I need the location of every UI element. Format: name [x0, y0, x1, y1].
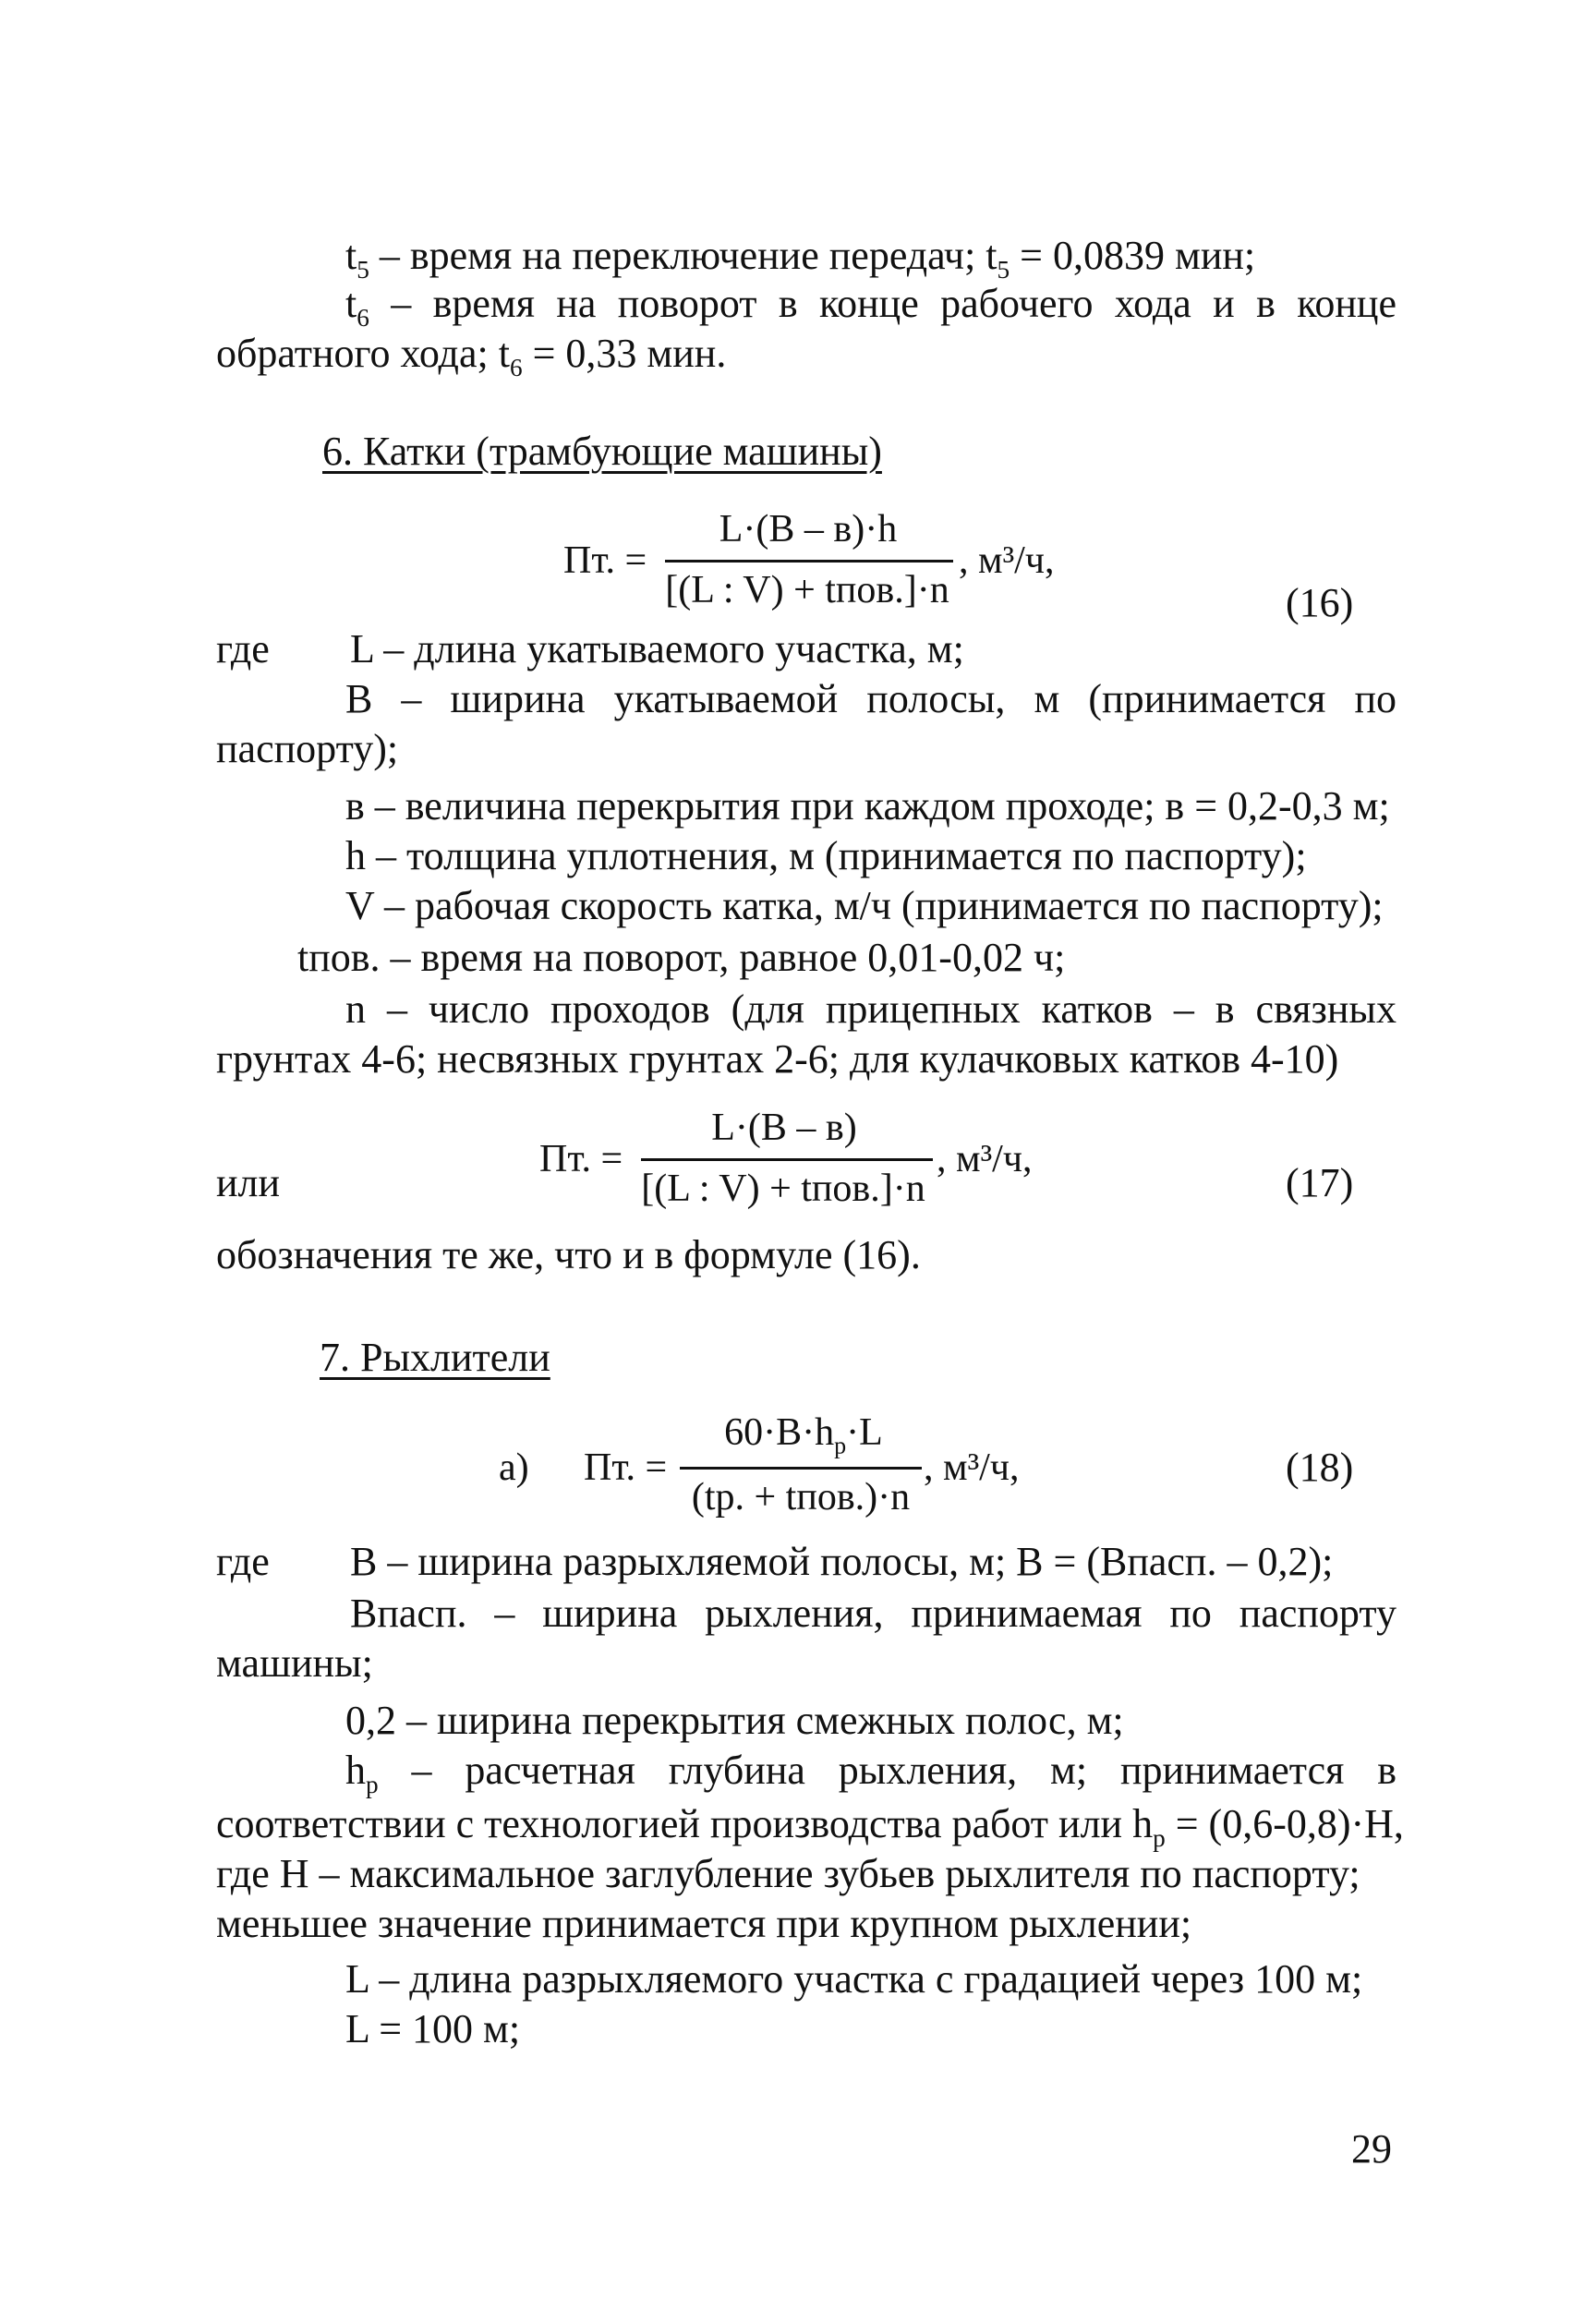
- def-L: L – длина укатываемого участка, м;: [350, 626, 964, 672]
- t5-definition: $t_5$ – время на переключение передач; $t_5 = 0,0839$ мин;: [345, 233, 1256, 284]
- formula-18: [499, 1404, 1071, 1518]
- formula-16-denominator: [(L : V) + tпов.]·n: [665, 569, 949, 611]
- def-B-7: B – ширина разрыхляемой полосы, м; B = (Впасп. – 0,2);: [350, 1539, 1334, 1584]
- formula-18-numerator: $60\cdot B\cdot h_р\cdot L$: [724, 1411, 883, 1459]
- def-overlap: 0,2 – ширина перекрытия смежных полос, м;: [345, 1698, 1124, 1743]
- def-tpov: tпов. – время на поворот, равное 0,01-0,02 ч;: [297, 935, 1066, 980]
- formula-17-numerator: L·(B – в): [711, 1107, 857, 1149]
- formula-18-unit: , м³/ч,: [924, 1446, 1020, 1489]
- def-V: V – рабочая скорость катка, м/ч (принимается по паспорту);: [345, 883, 1384, 928]
- def-L-7: L – длина разрыхляемого участка с градацией через 100 м;: [345, 1956, 1363, 2002]
- page-number: 29: [1351, 2126, 1392, 2172]
- def-hp-cont-1: соответствии с технологией производства работ или $h_р = (0,6-0,8)\cdot H$,: [216, 1801, 1404, 1852]
- formula-16-numerator: L·(B – в)·h: [719, 508, 898, 551]
- def-hp-cont-3: меньшее значение принимается при крупном рыхлении;: [216, 1901, 1192, 1946]
- t6-definition: $t_6$ – время на поворот в конце рабочего хода и в конце: [345, 281, 1396, 332]
- where-label-7: где: [216, 1539, 270, 1584]
- formula-18-denominator: (tр. + tпов.)·n: [691, 1476, 911, 1518]
- formula-16-fraction-bar: [665, 560, 953, 563]
- def-Bpasp: Впасп. – ширина рыхления, принимаемая по паспорту: [350, 1591, 1396, 1636]
- or-label: или: [216, 1160, 281, 1205]
- formula-16-unit: , м³/ч,: [959, 539, 1055, 582]
- def-Bpasp-cont: машины;: [216, 1640, 373, 1686]
- def-hp-cont-2: где H – максимальное заглубление зубьев рыхлителя по паспорту;: [216, 1851, 1360, 1896]
- formula-17-note: обозначения те же, что и в формуле (16).: [216, 1232, 921, 1277]
- formula-17: [539, 1105, 1057, 1216]
- def-L-value: L = 100 м;: [345, 2006, 521, 2051]
- t6-definition-cont: обратного хода; $t_6 = 0,33$ мин.: [216, 331, 727, 381]
- equation-number-16: (16): [1286, 580, 1354, 625]
- def-B-cont: паспорту);: [216, 726, 399, 771]
- def-B: B – ширина укатываемой полосы, м (принимается по: [345, 676, 1396, 721]
- section-6-heading: 6. Катки (трамбующие машины): [322, 429, 882, 474]
- formula-17-unit: , м³/ч,: [937, 1138, 1033, 1180]
- formula-17-denominator: [(L : V) + tпов.]·n: [641, 1168, 925, 1210]
- formula-18-label: а): [499, 1446, 529, 1489]
- where-label: где: [216, 626, 270, 672]
- def-n: n – число проходов (для прицепных катков – в связных: [345, 986, 1396, 1032]
- formula-18-fraction-bar: [680, 1467, 922, 1470]
- def-h: h – толщина уплотнения, м (принимается по паспорту);: [345, 833, 1307, 878]
- formula-18-lhs: Пт. =: [584, 1446, 668, 1489]
- def-v: в – величина перекрытия при каждом проходе; в = 0,2-0,3 м;: [345, 783, 1390, 829]
- formula-17-fraction-bar: [641, 1158, 933, 1161]
- def-hp: $h_р$ – расчетная глубина рыхления, м; принимается в: [345, 1748, 1396, 1798]
- equation-number-17: (17): [1286, 1160, 1354, 1205]
- formula-16-lhs: Пт. =: [563, 539, 647, 582]
- section-7-heading: 7. Рыхлители: [320, 1335, 550, 1380]
- def-n-cont: грунтах 4-6; несвязных грунтах 2-6; для кулачковых катков 4-10): [216, 1036, 1339, 1082]
- equation-number-18: (18): [1286, 1445, 1354, 1490]
- formula-17-lhs: Пт. =: [539, 1138, 623, 1180]
- formula-16: [563, 506, 1081, 617]
